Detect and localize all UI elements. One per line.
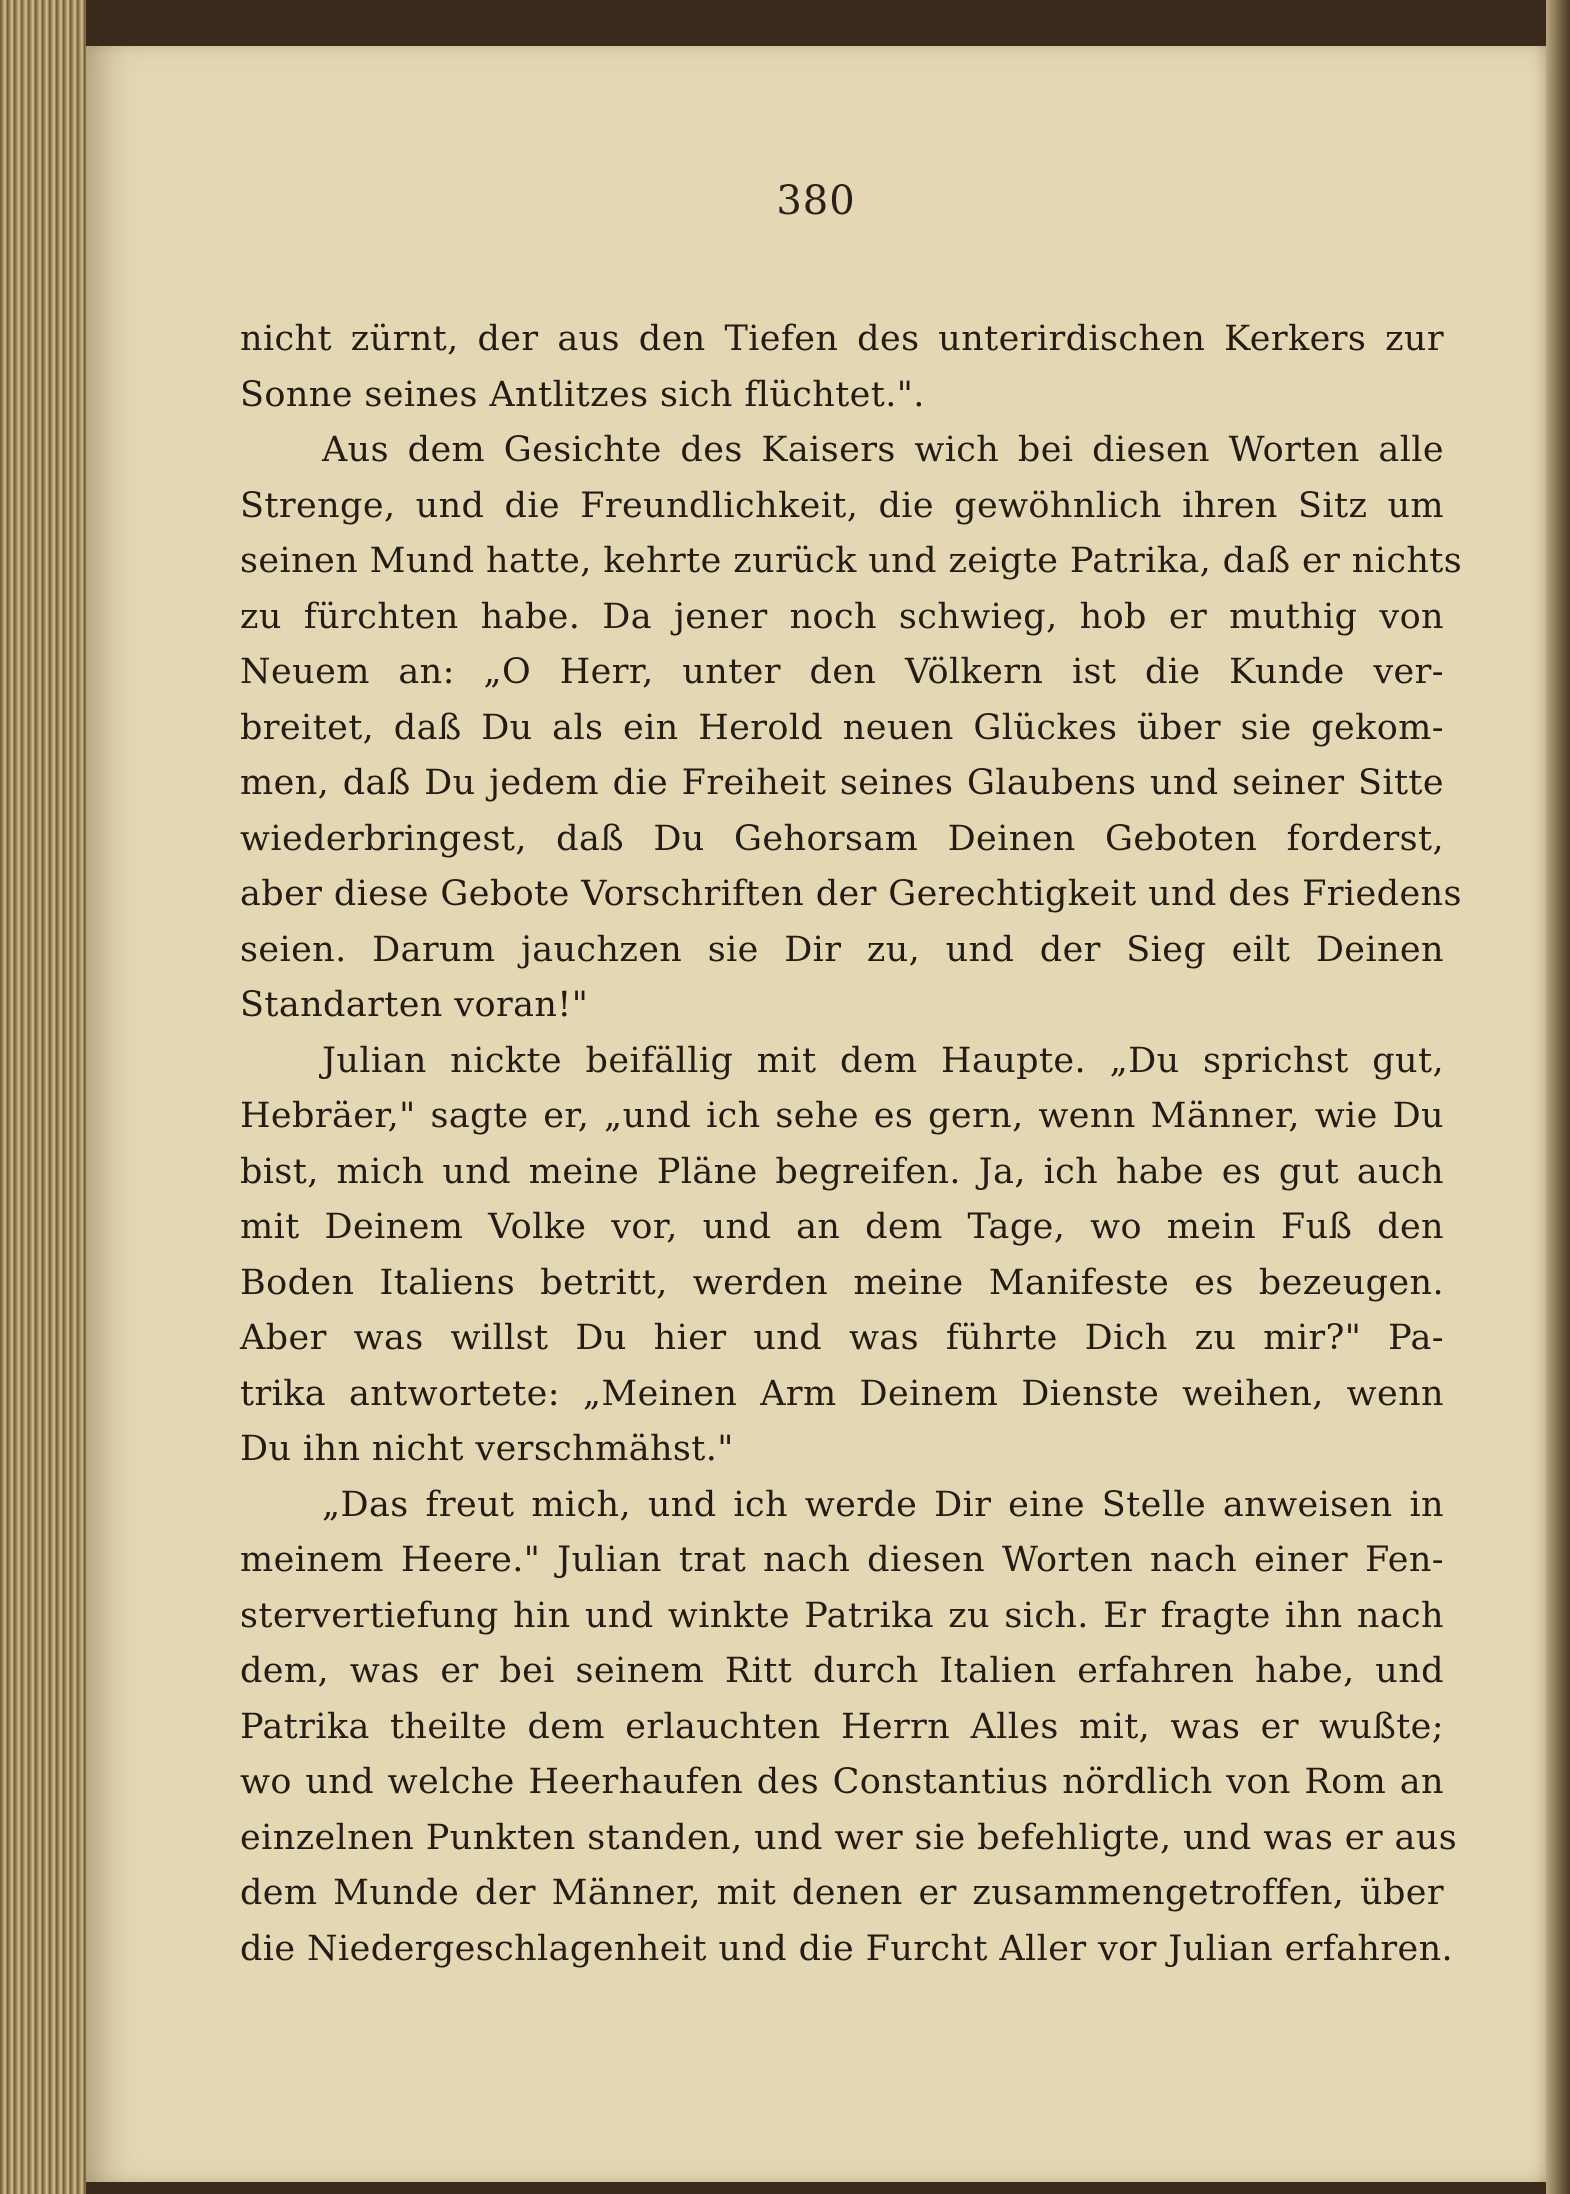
page-number: 380 (776, 178, 856, 224)
text-line: Neuem an: „O Herr, unter den Völkern ist die Kunde ver- (240, 652, 1444, 692)
book-fore-edge (0, 0, 86, 2194)
text-line: Boden Italiens betritt, werden meine Manifeste es bezeugen. (240, 1262, 1444, 1303)
text-line: men, daß Du jedem die Freiheit seines Glaubens und seiner Sitte (240, 763, 1444, 803)
text-line: Patrika theilte dem erlauchten Herrn Alles mit, was er wußte; (240, 1706, 1444, 1747)
text-line: Sonne seines Antlitzes sich flüchtet.". (240, 374, 925, 415)
text-line: nicht zürnt, der aus den Tiefen des unterirdischen Kerkers zur (240, 319, 1444, 359)
text-line: einzelnen Punkten standen, und wer sie befehligte, und was er aus (240, 1817, 1458, 1858)
text-line: dem, was er bei seinem Ritt durch Italien erfahren habe, und (240, 1651, 1444, 1691)
text-line: Aus dem Gesichte des Kaisers wich bei diesen Worten alle (322, 430, 1444, 470)
text-line: bist, mich und meine Pläne begreifen. Ja, ich habe es gut auch (240, 1151, 1444, 1192)
text-line: seinen Mund hatte, kehrte zurück und zeigte Patrika, daß er nichts (240, 541, 1463, 581)
text-line: seien. Darum jauchzen sie Dir zu, und der Sieg eilt Deinen (240, 929, 1444, 970)
text-line: trika antwortete: „Meinen Arm Deinem Dienste weihen, wenn (240, 1373, 1444, 1414)
text-line: Standarten voran!" (240, 985, 589, 1025)
text-line: dem Munde der Männer, mit denen er zusammengetroffen, über (240, 1873, 1444, 1913)
text-line: wiederbringest, daß Du Gehorsam Deinen Geboten forderst, (240, 818, 1444, 859)
text-line: Strenge, und die Freundlichkeit, die gewöhnlich ihren Sitz um (240, 485, 1444, 526)
text-line: mit Deinem Volke vor, und an dem Tage, wo mein Fuß den (240, 1207, 1444, 1247)
text-line: „Das freut mich, und ich werde Dir eine Stelle anweisen in (322, 1484, 1444, 1525)
book-spine-shadow (1546, 0, 1570, 2194)
text-line: die Niedergeschlagenheit und die Furcht Aller vor Julian erfahren. (240, 1928, 1454, 1969)
text-line: Hebräer," sagte er, „und ich sehe es gern, wenn Männer, wie Du (240, 1096, 1444, 1136)
text-line: Aber was willst Du hier und was führte Dich zu mir?" Pa- (240, 1318, 1444, 1358)
text-line: breitet, daß Du als ein Herold neuen Glückes über sie gekom- (240, 707, 1444, 748)
text-line: Du ihn nicht verschmähst." (240, 1429, 734, 1469)
text-line: aber diese Gebote Vorschriften der Gerechtigkeit und des Friedens (240, 874, 1462, 914)
text-line: Julian nickte beifällig mit dem Haupte. „Du sprichst gut, (322, 1040, 1444, 1081)
text-line: wo und welche Heerhaufen des Constantius nördlich von Rom an (240, 1762, 1444, 1802)
book-page (86, 46, 1546, 2182)
text-line: meinem Heere." Julian trat nach diesen Worten nach einer Fen- (240, 1540, 1444, 1580)
body-text (240, 312, 1463, 1977)
text-line: stervertiefung hin und winkte Patrika zu sich. Er fragte ihn nach (240, 1595, 1444, 1636)
text-line: zu fürchten habe. Da jener noch schwieg, hob er muthig von (240, 596, 1444, 637)
